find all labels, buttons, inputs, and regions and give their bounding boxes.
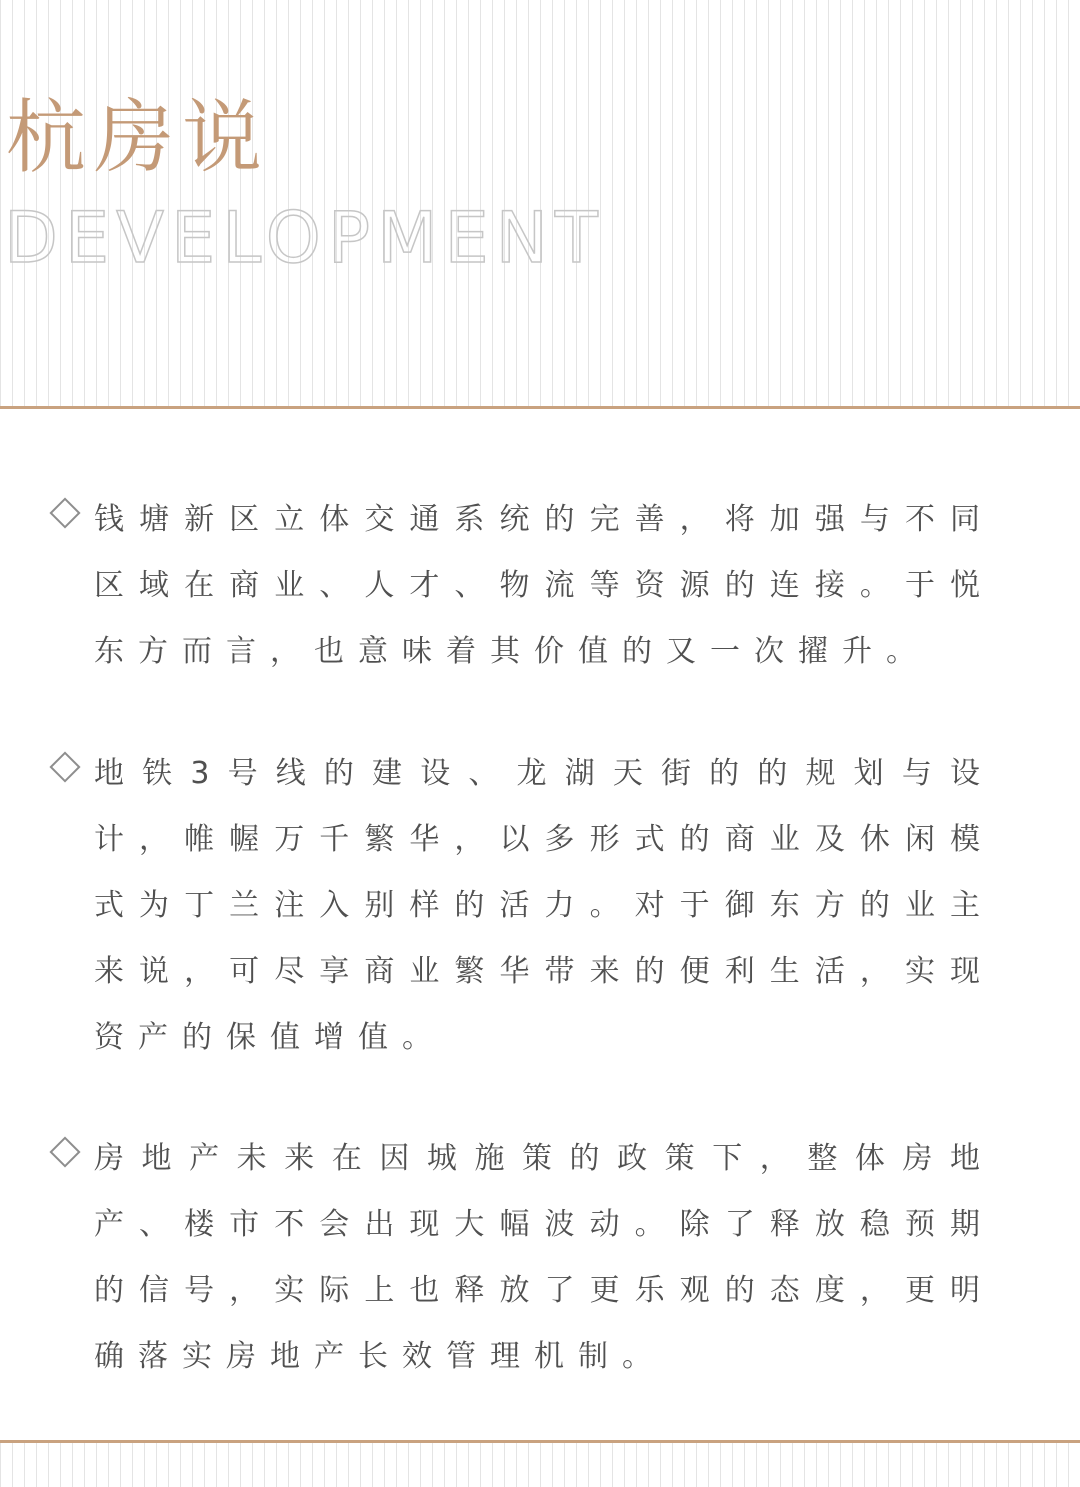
- diamond-outline-icon: [49, 1136, 80, 1167]
- diamond-outline-icon: [49, 751, 80, 782]
- list-item-text: 钱塘新区立体交通系统的完善，将加强与不同区域在商业、人才、物流等资源的连接。于悦东方而言，也意味着其价值的又一次擢升。: [94, 502, 994, 669]
- page-title: 杭房说: [6, 91, 270, 184]
- header-divider: [0, 406, 1080, 409]
- diamond-outline-icon: [49, 497, 80, 528]
- list-item-text: 地铁3号线的建设、龙湖天街的的规划与设计，帷幄万千繁华，以多形式的商业及休闲模式为丁兰注入别样的活力。对于御东方的业主来说，可尽享商业繁华带来的便利生活，实现资产的保值增值。: [94, 756, 994, 1055]
- list-item-text: 房地产未来在因城施策的政策下，整体房地产、楼市不会出现大幅波动。除了释放稳预期的信号，实际上也释放了更乐观的态度，更明确落实房地产长效管理机制。: [94, 1141, 994, 1374]
- page-subtitle: DEVELOPMENT: [4, 197, 605, 279]
- footer-striped-background: [0, 1443, 1080, 1487]
